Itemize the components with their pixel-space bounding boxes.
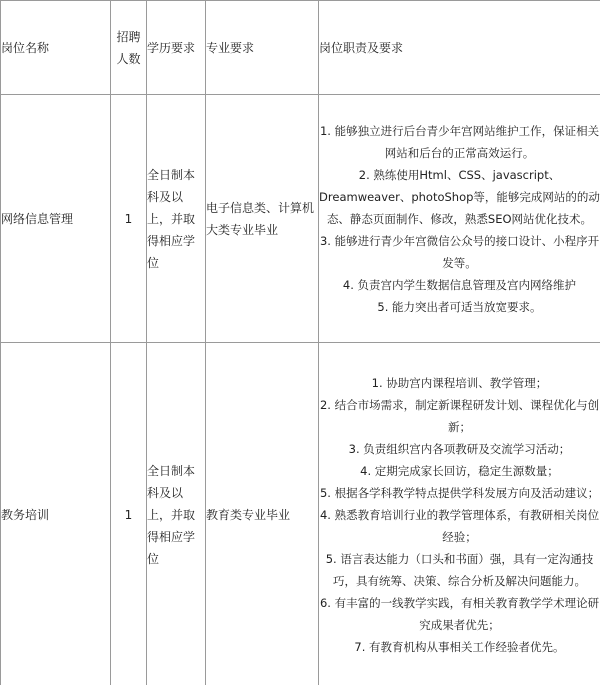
duty-item: 3. 负责组织宫内各项教研及交流学习活动； [348,442,571,456]
duty-item: 7. 有教育机构从事相关工作经验者优先。 [354,640,565,654]
table-row [1,343,600,685]
major-cell: 电子信息类、计算机大类专业毕业 [206,95,319,343]
duty-item: 1. 协助宫内课程培训、教学管理； [371,376,548,390]
major-cell: 教育类专业毕业 [206,343,319,685]
header-education: 学历要求 [147,1,206,95]
duty-item: 5. 根据各学科教学特点提供学科发展方向及活动建议； [319,486,600,500]
count-cell: 1 [111,343,147,685]
duty-item: 2. 熟练使用Html、CSS、javascript、Dreamweaver、photoShop等，能够完成网站的的动态、静态页面制作、修改，熟悉SEO网站优化技术。 [319,167,600,226]
duty-item: 3. 能够进行青少年宫微信公众号的接口设计、小程序开发等。 [319,233,600,270]
table-header-row [1,1,600,95]
position-cell: 网络信息管理 [1,95,111,343]
duty-item: 2. 结合市场需求，制定新课程研发计划、课程优化与创新； [319,398,600,434]
position-cell: 教务培训 [1,343,111,685]
header-duties: 岗位职责及要求 [319,1,600,95]
duty-item: 4. 定期完成家长回访，稳定生源数量； [360,464,559,478]
header-major: 专业要求 [206,1,319,95]
education-cell: 全日制本科及以上，并取得相应学位 [147,343,206,685]
duties-cell [319,343,600,685]
count-cell: 1 [111,95,147,343]
duty-item: 4. 负责宫内学生数据信息管理及宫内网络维护 [342,277,577,292]
duty-item: 5. 语言表达能力（口头和书面）强，具有一定沟通技巧，具有统筹、决策、综合分析及解决问题能力。 [325,552,594,588]
header-position: 岗位名称 [1,1,111,95]
table-row [1,95,600,343]
duties-cell [319,95,600,343]
duty-item: 1. 能够独立进行后台青少年宫网站维护工作，保证相关网站和后台的正常高效运行。 [319,123,600,160]
duty-item: 4. 熟悉教育培训行业的教学管理体系，有教研相关岗位经验； [319,508,600,544]
duty-item: 5. 能力突出者可适当放宽要求。 [377,299,542,314]
duty-item: 6. 有丰富的一线教学实践，有相关教育教学学术理论研究成果者优先； [319,596,600,632]
header-count: 招聘人数 [111,1,147,95]
education-cell: 全日制本科及以上，并取得相应学位 [147,95,206,343]
